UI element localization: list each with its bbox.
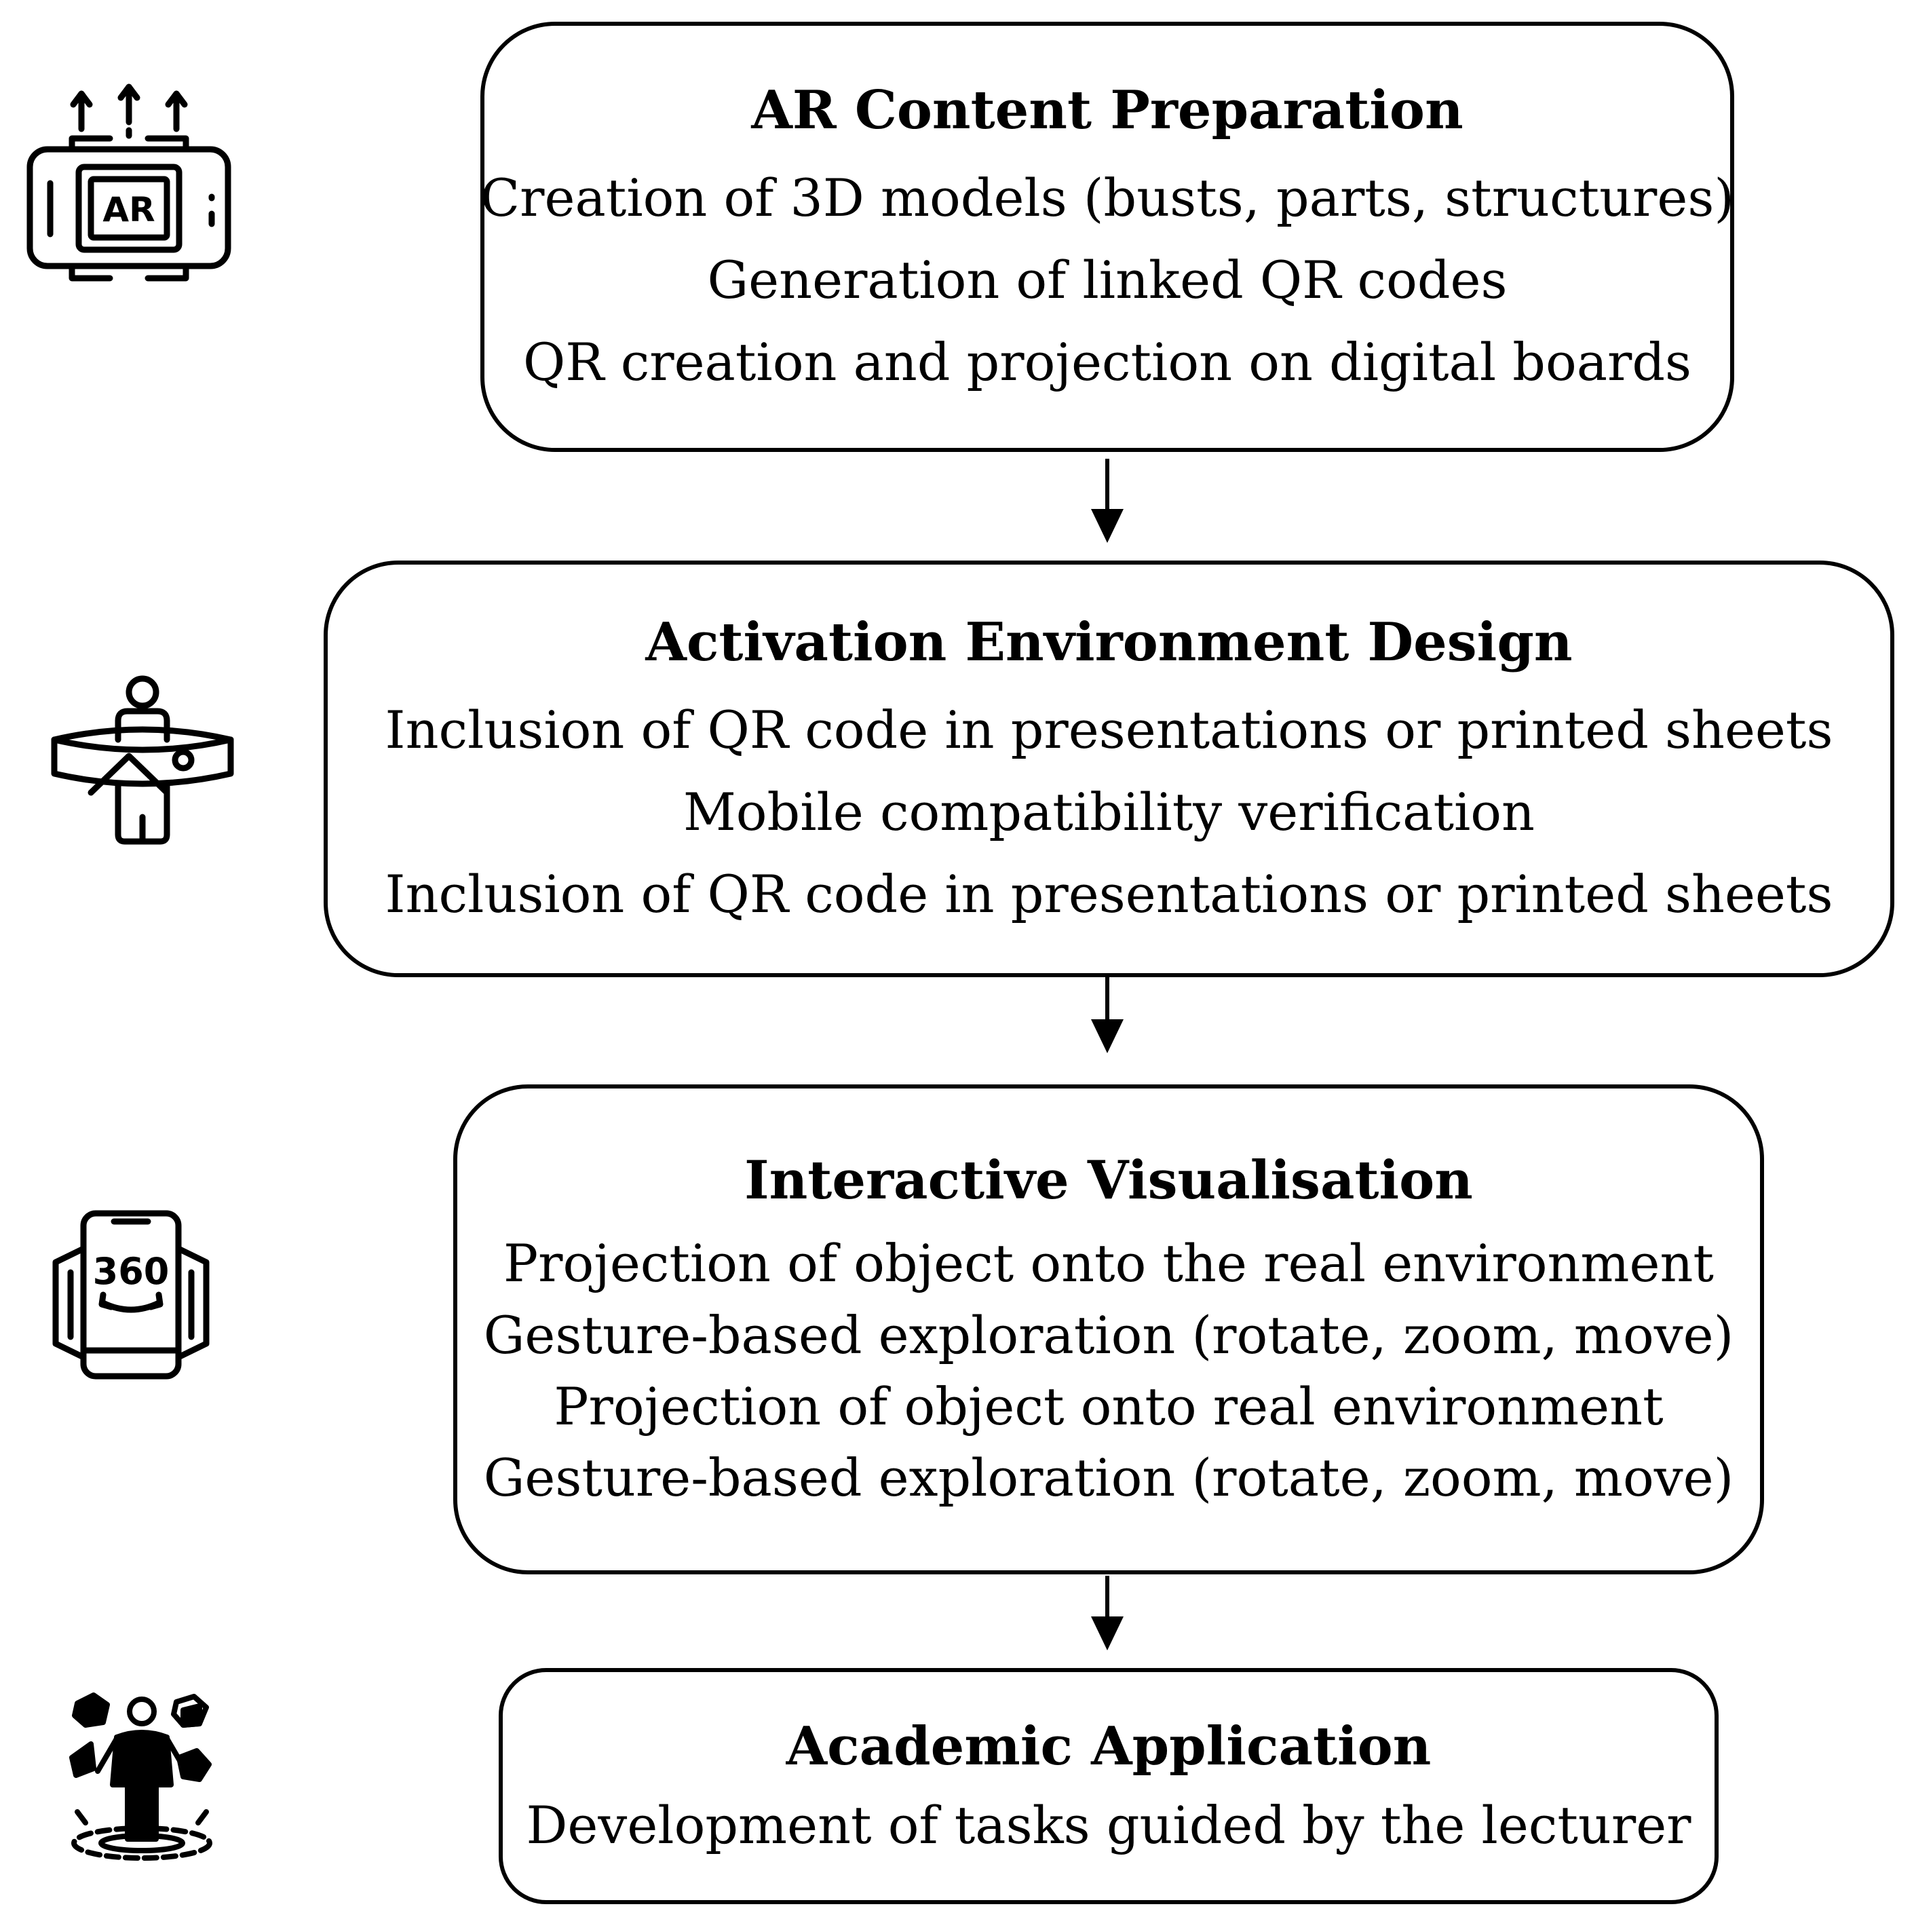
360-view-phone-icon (46, 1208, 216, 1384)
step-line: Inclusion of QR code in presentations or printed sheets (385, 700, 1833, 761)
ar-icon-label: AR (102, 190, 155, 229)
step-line: QR creation and projection on digital boards (523, 332, 1691, 393)
arrow-1-to-2 (1091, 459, 1124, 543)
step-line: Creation of 3D models (busts, parts, structures) (480, 168, 1734, 229)
360-icon-label: 360 (92, 1250, 170, 1293)
person-with-3d-objects-icon (64, 1690, 220, 1866)
step-academic-application (499, 1668, 1719, 1904)
step-interactive-visualisation (453, 1084, 1764, 1574)
immersive-environment-icon (47, 672, 237, 855)
ar-phone-icon (20, 81, 237, 292)
arrow-2-to-3 (1091, 977, 1124, 1053)
arrow-3-to-4 (1091, 1576, 1124, 1650)
step-title: AR Content Preparation (751, 79, 1463, 142)
step-activation-environment-design (324, 561, 1894, 977)
step-line: Gesture-based exploration (rotate, zoom, move) (483, 1304, 1734, 1365)
step-line: Gesture-based exploration (rotate, zoom, move) (483, 1447, 1734, 1509)
step-line: Mobile compatibility verification (683, 782, 1535, 843)
step-line: Inclusion of QR code in presentations or printed sheets (385, 864, 1833, 925)
step-line: Development of tasks guided by the lecturer (526, 1795, 1691, 1856)
step-line: Generation of linked QR codes (707, 250, 1508, 311)
step-title: Academic Application (786, 1715, 1432, 1777)
step-line: Projection of object onto real environment (554, 1376, 1664, 1437)
step-line: Projection of object onto the real environment (503, 1233, 1714, 1294)
step-ar-content-preparation (480, 22, 1734, 452)
step-title: Activation Environment Design (645, 611, 1573, 674)
step-title: Interactive Visualisation (744, 1149, 1473, 1211)
